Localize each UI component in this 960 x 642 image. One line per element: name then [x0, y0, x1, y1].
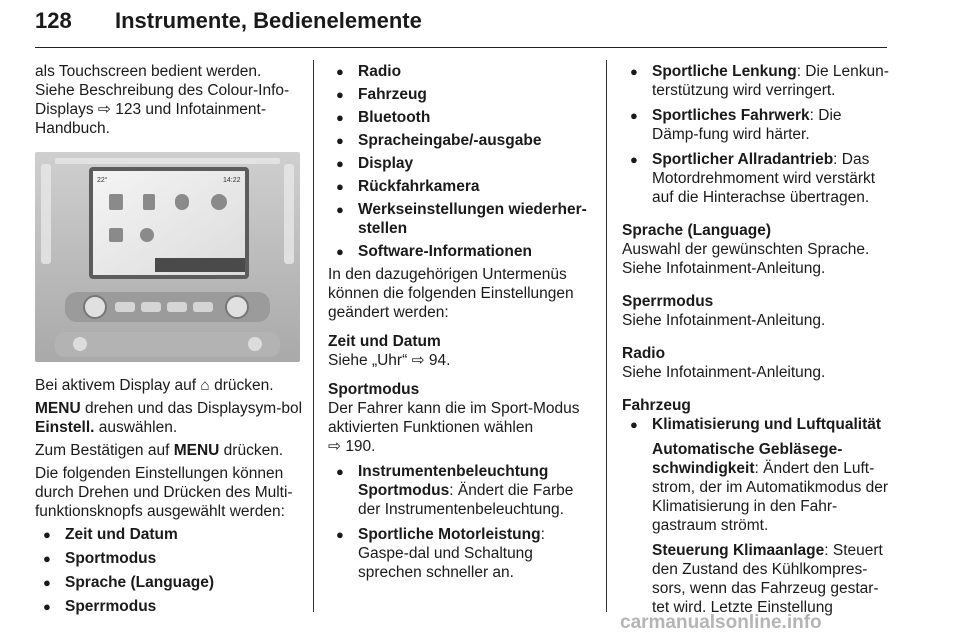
list-item: ● Sportmodus	[35, 549, 303, 568]
intro-paragraph: als Touchscreen bedient werden. Siehe Beschreibung des Colour-Info-Displays ⇨ 123 und Infotainment-Handbuch.	[35, 63, 290, 137]
page-number: 128	[35, 8, 72, 33]
reference-arrow-icon: ⇨	[97, 101, 111, 118]
paragraph-menu: MENU drehen und das Displaysym-bol Einstell. auswählen.	[35, 400, 303, 436]
heading-sperrmodus: Sperrmodus	[622, 293, 714, 310]
screen-time: 14:22	[223, 177, 241, 184]
screen-temp: 22°	[97, 177, 108, 184]
list-item: ● Software-Informationen	[328, 242, 596, 261]
list-item: ● Bluetooth	[328, 108, 596, 127]
heading-radio: Radio	[622, 345, 666, 362]
page-title: Instrumente, Bedienelemente	[115, 8, 422, 33]
paragraph-sport: Der Fahrer kann die im Sport-Modus aktivierten Funktionen wählen ⇨ 190.	[328, 400, 580, 455]
heading-zeit-datum: Zeit und Datum	[328, 333, 441, 350]
sport-list	[328, 462, 596, 582]
column-divider-1	[313, 60, 314, 612]
heading-sportmodus: Sportmodus	[328, 381, 420, 398]
paragraph-settings: Die folgenden Einstellungen können durch Drehen und Drücken des Multi-funktionsknopfs ausgewählt werden:	[35, 465, 293, 520]
list-item: ● Klimatisierung und Luftqualität Automatische Gebläsege-schwindigkeit: Ändert den Luft-strom, der im Automatikmodus der Klimatisierung in den Fahr-gastraum strömt. Steuerung Klimaanlage: Steuert den Zustand des Kühlkompres-sors, wenn das Fahrzeug gestar-tet wird. Letzte Einstellung	[622, 415, 890, 617]
paragraph-confirm: Zum Bestätigen auf MENU drücken.	[35, 442, 284, 459]
paragraph-zeit: Siehe „Uhr“ ⇨ 94.	[328, 352, 451, 369]
infotainment-illustration	[35, 152, 300, 362]
column-2	[328, 62, 596, 582]
settings-list-1	[35, 525, 303, 616]
sub-paragraph-geblaese: Automatische Gebläsege-schwindigkeit: Ändert den Luft-strom, der im Automatikmodus der Klimatisierung in den Fahr-gastraum strömt.	[652, 441, 889, 534]
sub-paragraph-klimaanlage: Steuerung Klimaanlage: Steuert den Zustand des Kühlkompres-sors, wenn das Fahrzeug gestar-tet wird. Letzte Einstellung	[652, 542, 883, 616]
sport-list-continued	[622, 62, 890, 207]
paragraph-submenus: In den dazugehörigen Untermenüs können die folgenden Einstellungen geändert werden:	[328, 266, 574, 321]
paragraph-sprache: Auswahl der gewünschten Sprache. Siehe Infotainment-Anleitung.	[622, 241, 870, 277]
heading-fahrzeug: Fahrzeug	[622, 397, 691, 414]
settings-list-2	[328, 62, 596, 261]
list-item: ● Zeit und Datum	[35, 525, 303, 544]
column-divider-2	[606, 60, 607, 612]
list-item: ● Werkseinstellungen wiederher-stellen	[328, 200, 596, 238]
list-item: ● Radio	[328, 62, 596, 81]
header-rule	[35, 47, 887, 48]
list-item: ● Display	[328, 154, 596, 173]
home-icon: ⌂	[200, 377, 210, 394]
paragraph-sperrmodus: Siehe Infotainment-Anleitung.	[622, 312, 826, 329]
paragraph-display: Bei aktivem Display auf ⌂ drücken.	[35, 377, 274, 394]
list-item: ● Sperrmodus	[35, 597, 303, 616]
list-item: ● Sportliches Fahrwerk: Die Dämp-fung wird härter.	[622, 106, 890, 144]
reference-arrow-icon: ⇨	[328, 438, 341, 455]
list-item: ● Sportliche Motorleistung: Gaspe-dal und Schaltung sprechen schneller an.	[328, 525, 596, 582]
list-item: ● Instrumentenbeleuchtung Sportmodus: Ändert die Farbe der Instrumentenbeleuchtung.	[328, 462, 596, 519]
fahrzeug-list	[622, 415, 890, 617]
list-item: ● Sportlicher Allradantrieb: Das Motordrehmoment wird verstärkt auf die Hinterachse übertragen.	[622, 150, 890, 207]
list-item: ● Spracheingabe/-ausgabe	[328, 131, 596, 150]
column-1	[35, 62, 303, 616]
watermark: carmanualsonline.info	[620, 612, 822, 633]
heading-sprache: Sprache (Language)	[622, 222, 771, 239]
list-item: ● Fahrzeug	[328, 85, 596, 104]
page-header	[35, 8, 885, 48]
list-item: ● Sprache (Language)	[35, 573, 303, 592]
list-item: ● Rückfahrkamera	[328, 177, 596, 196]
column-3	[622, 62, 890, 617]
infotainment-photo	[35, 152, 300, 362]
list-item: ● Sportliche Lenkung: Die Lenkun-terstützung wird verringert.	[622, 62, 890, 100]
paragraph-radio: Siehe Infotainment-Anleitung.	[622, 364, 826, 381]
reference-arrow-icon: ⇨	[411, 352, 425, 369]
